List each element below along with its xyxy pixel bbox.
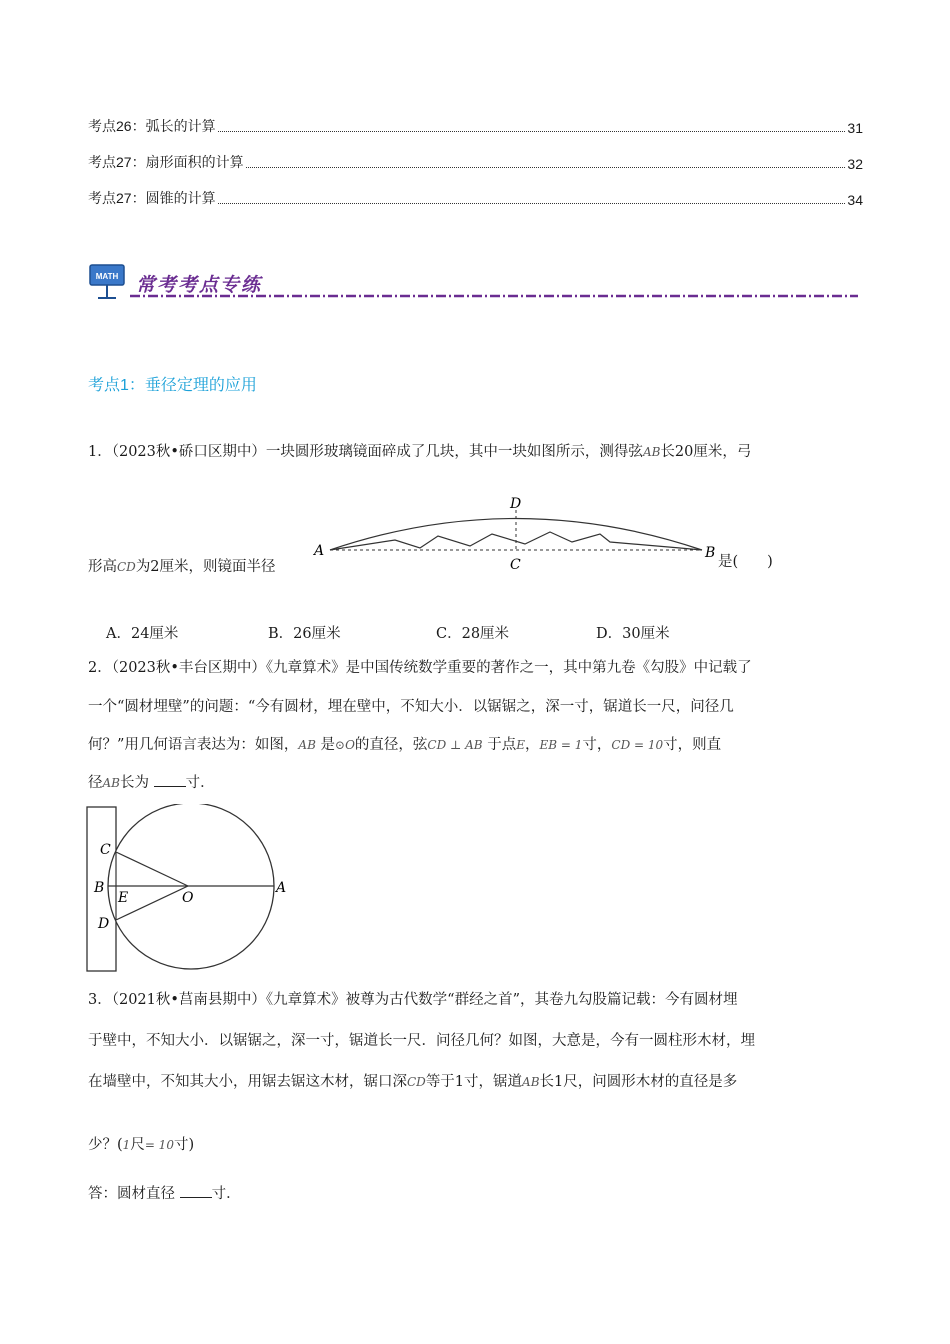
q1-mirror-figure [310,492,730,577]
math-board-icon [88,262,128,302]
svg-text:D: D [98,916,110,932]
q2-line1: 2．（2023秋•丰台区期中）《九章算术》是中国传统数学重要的著作之一，其中第九卷《勾股》中记载了 [88,660,752,676]
q1-line1: 1．（2023秋•硚口区期中）一块圆形玻璃镜面碎成了几块，其中一块如图所示，测得弦AB长20厘米，弓 [88,444,752,460]
section-title: 考点1：垂径定理的应用 [88,377,257,394]
svg-text:E: E [118,890,129,906]
q2-line3: 何？”用几何语言表达为：如图，AB 是⊙O的直径，弦CD ⊥ AB 于点E，EB = 1寸，CD = 10寸，则直 [88,737,722,753]
q1-line2-head: 形高CD为2厘米，则镜面半径 [88,559,276,575]
banner-title: 常考考点专练 [136,274,263,296]
q1-option-c[interactable]: C．28厘米 [436,626,510,642]
q3-line4: 少？(1尺= 10寸) [88,1137,195,1153]
svg-text:B: B [94,880,105,896]
svg-text:A: A [314,543,325,559]
svg-text:A: A [276,880,287,896]
svg-text:C: C [510,557,521,573]
toc-leader [246,167,846,168]
toc-page: 31 [847,120,863,136]
toc-entry[interactable] [88,152,863,172]
svg-text:D: D [510,496,522,512]
q1-option-d[interactable]: D．30厘米 [596,626,670,642]
q3-line3: 在墙壁中，不知其大小，用锯去锯这木材，锯口深CD等于1寸，锯道AB长1尺，问圆形木材的直径是多 [88,1074,738,1090]
q2-line2: 一个“圆材埋壁”的问题：“今有圆材，埋在壁中，不知大小．以锯锯之，深一寸，锯道长一尺，问径几 [88,699,734,715]
math-icon-text: MATH [95,272,119,281]
q1-option-a[interactable]: A．24厘米 [106,626,179,642]
toc-page: 34 [847,192,863,208]
toc-entry[interactable] [88,188,863,208]
q2-wall-circle-figure [84,804,294,976]
q3-line2: 于壁中，不知大小．以锯锯之，深一寸，锯道长一尺．问径几何？如图，大意是，今有一圆柱形木材，埋 [88,1033,755,1049]
q3-answer-blank[interactable] [180,1185,212,1198]
toc-label: 考点27：扇形面积的计算 [88,154,244,170]
q1-option-b[interactable]: B．26厘米 [268,626,341,642]
toc-page: 32 [847,156,863,172]
toc-label: 考点26：弧长的计算 [88,118,216,134]
banner-divider [130,292,860,300]
svg-text:O: O [182,890,194,906]
svg-text:B: B [705,545,716,561]
q1-line2-tail: 是( ) [718,554,773,570]
toc-entry[interactable] [88,116,863,136]
toc-label: 考点27：圆锥的计算 [88,190,216,206]
q3-answer: 答：圆材直径 寸． [88,1186,241,1202]
q2-answer-blank[interactable] [154,774,186,787]
svg-text:C: C [100,842,111,858]
toc-leader [218,203,846,204]
q2-line4: 径AB长为 寸． [88,775,215,791]
toc-leader [218,131,846,132]
q3-line1: 3．（2021秋•莒南县期中）《九章算术》被尊为古代数学“群经之首”，其卷九勾股篇记载：今有圆材埋 [88,992,738,1008]
